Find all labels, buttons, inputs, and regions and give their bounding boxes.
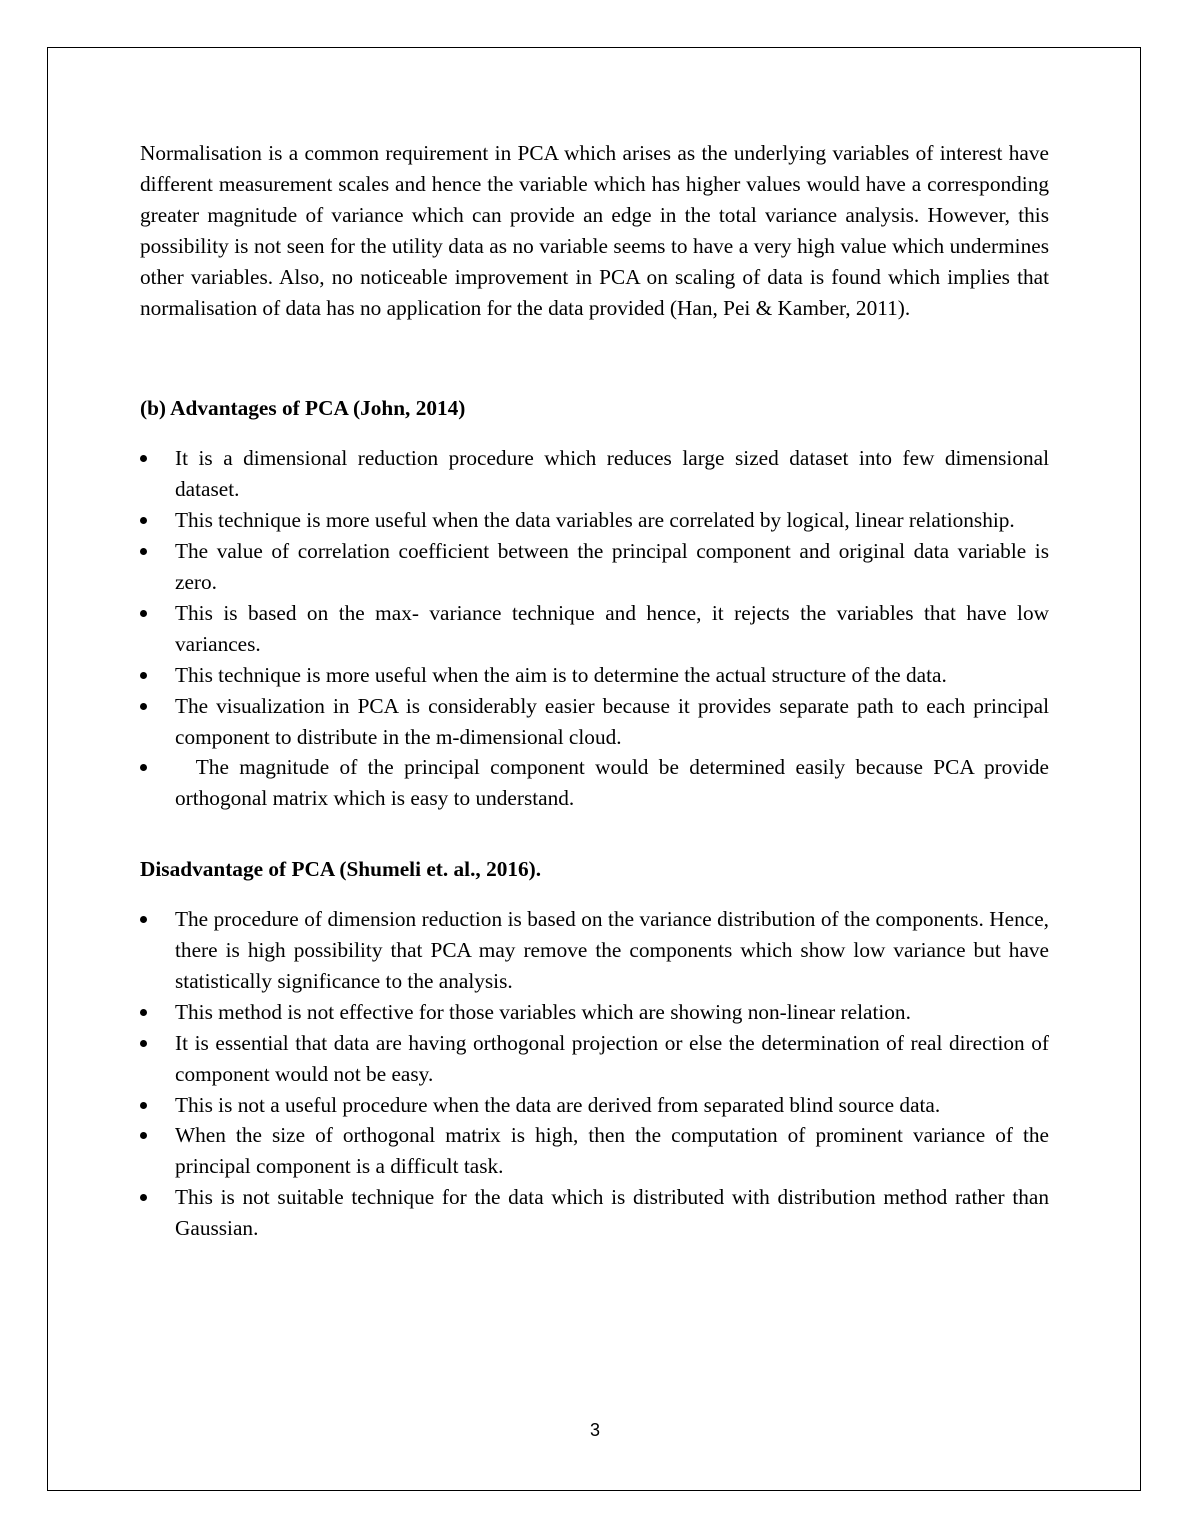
bullet-icon [140,1040,147,1047]
bullet-icon [140,1009,147,1016]
list-item-text: This technique is more useful when the aim is to determine the actual structure of the data. [175,662,947,687]
bullet-icon [140,703,147,710]
intro-paragraph: Normalisation is a common requirement in PCA which arises as the underlying variables of interest have different measurement scales and hence the variable which has higher values would have a corresponding greater magnitude of variance which can provide an edge in the total variance analysis. However, this possibility is not seen for the utility data as no variable seems to have a very high value which undermines other variables. Also, no noticeable improvement in PCA on scaling of data is found which implies that normalisation of data has no application for the data provided (Han, Pei & Kamber, 2011). [140,141,1049,320]
list-item-text: When the size of orthogonal matrix is high, then the computation of prominent variance of the principal component is a difficult task. [175,1123,1049,1179]
document-body [140,138,1055,1244]
bullet-icon [140,1194,147,1201]
list-item-text: This is not suitable technique for the data which is distributed with distribution method rather than Gaussian. [175,1185,1049,1241]
list-item-text: This technique is more useful when the data variables are correlated by logical, linear relationship. [175,508,1015,533]
list-item [140,1120,1049,1182]
advantages-heading: (b) Advantages of PCA (John, 2014) [140,396,466,421]
list-item [140,598,1049,660]
bullet-icon [140,517,147,524]
bullet-icon [140,1102,147,1109]
list-item-text: This is based on the max- variance technique and hence, it rejects the variables that have low variances. [175,600,1049,656]
list-item [140,1182,1049,1244]
list-item [140,1090,1049,1121]
advantages-list [140,443,1055,814]
bullet-icon [140,672,147,679]
page-number: 3 [589,1420,600,1440]
list-item-text: The magnitude of the principal component would be determined easily because PCA provide orthogonal matrix which is easy to understand. [175,755,1055,811]
list-item-text: It is essential that data are having orthogonal projection or else the determination of real direction of component would not be easy. [175,1030,1049,1086]
list-item-text: This is not a useful procedure when the data are derived from separated blind source data. [175,1092,941,1117]
bullet-icon [140,548,147,555]
bullet-icon [140,916,147,923]
list-item [140,443,1049,505]
list-item-text: This method is not effective for those variables which are showing non-linear relation. [175,999,911,1024]
list-item [140,904,1049,997]
list-item-text: The value of correlation coefficient between the principal component and original data variable is zero. [175,539,1049,594]
list-item [140,752,1055,814]
list-item [140,1028,1049,1090]
disadvantages-heading: Disadvantage of PCA (Shumeli et. al., 2016). [140,857,542,882]
list-item-text: It is a dimensional reduction procedure which reduces large sized dataset into few dimensional dataset. [175,446,1049,502]
list-item [140,691,1049,753]
bullet-icon [140,1132,147,1139]
list-item [140,536,1049,598]
disadvantages-list [140,904,1049,1244]
bullet-icon [140,455,147,462]
list-item [140,997,1049,1028]
list-item [140,660,1049,691]
bullet-icon [140,764,147,771]
list-item-text: The procedure of dimension reduction is based on the variance distribution of the components. Hence, there is high possibility that PCA may remove the components which show low variance but have statistically significance to the analysis. [175,907,1049,993]
list-item-text: The visualization in PCA is considerably easier because it provides separate path to each principal component to distribute in the m-dimensional cloud. [175,693,1049,749]
bullet-icon [140,610,147,617]
list-item [140,505,1049,536]
